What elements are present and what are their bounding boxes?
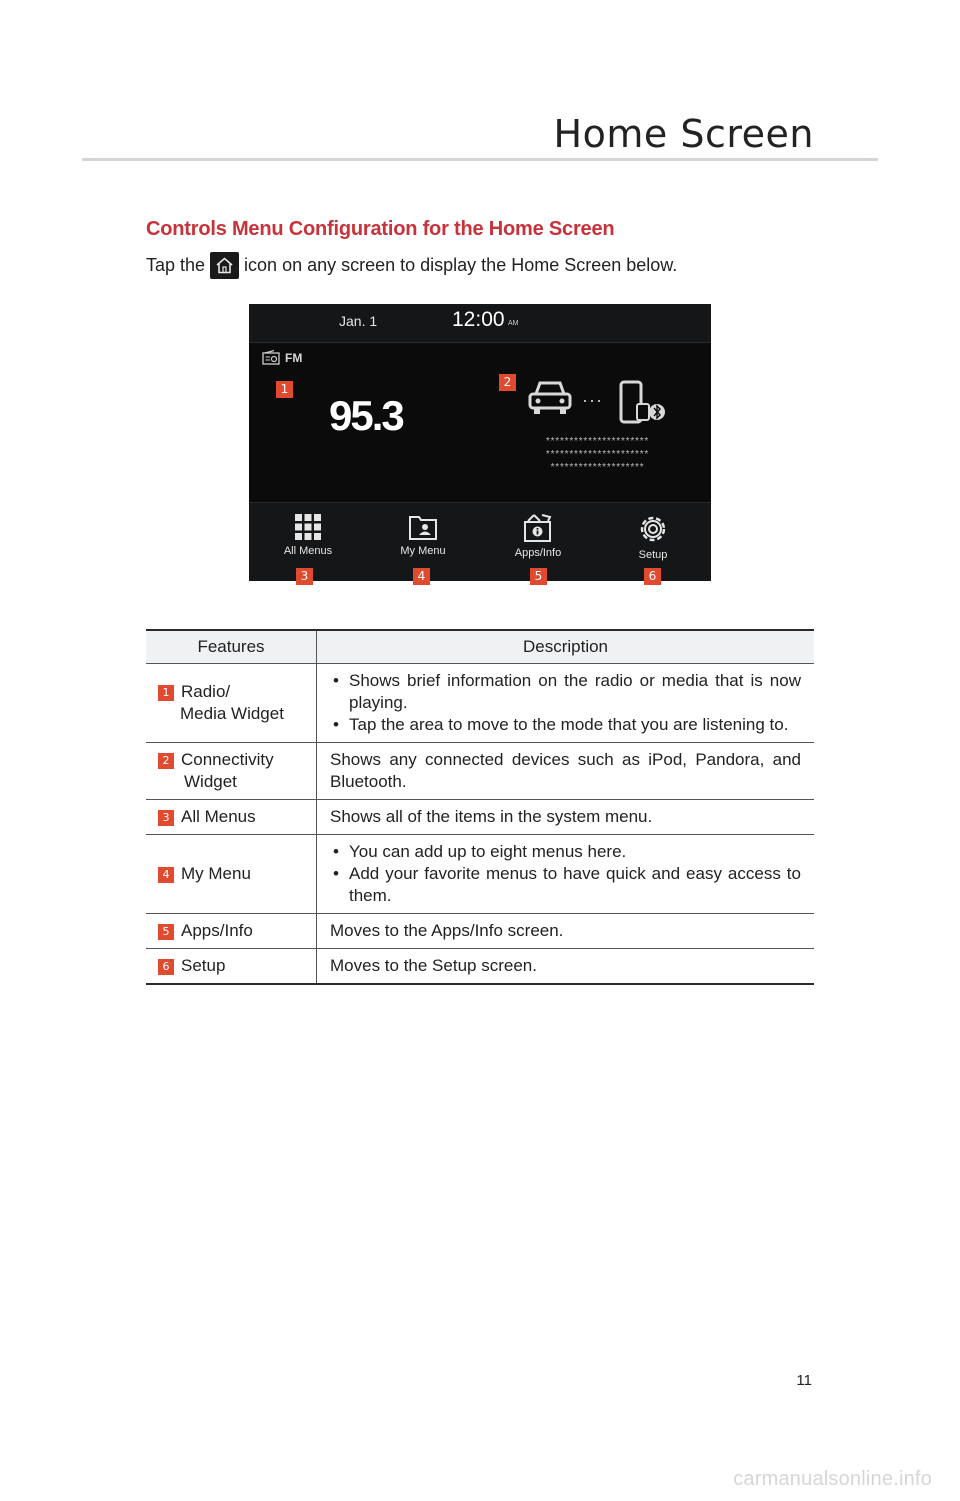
callout-1: 1 xyxy=(276,381,293,398)
callout-4: 4 xyxy=(413,568,430,585)
menu-setup[interactable] xyxy=(603,513,703,561)
feature-name: All Menus xyxy=(181,807,256,826)
folder-person-icon xyxy=(408,513,438,541)
table-row xyxy=(146,914,814,949)
feature-cell xyxy=(146,835,317,914)
description-cell xyxy=(317,664,815,743)
callout-6: 6 xyxy=(644,568,661,585)
menu-my-menu[interactable] xyxy=(373,513,473,557)
page-title: Home Screen xyxy=(553,112,814,156)
description-cell: Shows any connected devices such as iPod, Pandora, and Bluetooth. xyxy=(317,743,815,800)
bullet-list xyxy=(330,670,801,736)
menu-all-menus[interactable] xyxy=(258,513,358,557)
menu-apps-info[interactable] xyxy=(488,513,588,559)
connection-dots: ··· xyxy=(582,390,603,410)
number-badge: 2 xyxy=(158,753,174,769)
table-row xyxy=(146,800,814,835)
radio-icon xyxy=(262,350,280,365)
source-label: FM xyxy=(285,350,303,365)
features-table xyxy=(146,629,814,985)
table-row xyxy=(146,949,814,985)
feature-cell xyxy=(146,743,317,800)
intro-after: icon on any screen to display the Home Screen below. xyxy=(244,255,678,275)
bullet-item: • You can add up to eight menus here. xyxy=(330,841,801,863)
feature-cell xyxy=(146,949,317,985)
callout-2: 2 xyxy=(499,374,516,391)
home-icon xyxy=(210,252,239,279)
gear-icon xyxy=(637,513,669,545)
page-number: 11 xyxy=(796,1372,812,1389)
feature-name: Setup xyxy=(181,956,226,975)
intro-before: Tap the xyxy=(146,255,206,275)
table-row xyxy=(146,835,814,914)
status-date: Jan. 1 xyxy=(339,313,378,329)
feature-name: Radio/ xyxy=(181,682,231,701)
feature-name: Connectivity xyxy=(181,750,274,769)
status-bar xyxy=(249,304,711,343)
feature-name-line2: Widget xyxy=(184,772,237,791)
car-icon xyxy=(527,378,573,416)
menu-label: Setup xyxy=(638,549,668,561)
masked-line: ********************** xyxy=(545,449,650,460)
bullet-item: • Shows brief information on the radio or media that is now playing. xyxy=(330,670,801,714)
radio-source xyxy=(262,350,302,365)
callout-3: 3 xyxy=(296,568,313,585)
grid-icon xyxy=(294,513,322,541)
header-description: Description xyxy=(317,630,815,664)
callout-5: 5 xyxy=(530,568,547,585)
number-badge: 1 xyxy=(158,685,174,701)
description-cell: Moves to the Setup screen. xyxy=(317,949,815,985)
table-row xyxy=(146,743,814,800)
menu-label: My Menu xyxy=(400,545,446,557)
number-badge: 5 xyxy=(158,924,174,940)
radio-frequency: 95.3 xyxy=(329,392,403,439)
description-cell: Moves to the Apps/Info screen. xyxy=(317,914,815,949)
table-row xyxy=(146,664,814,743)
bullet-item: • Add your favorite menus to have quick and easy access to them. xyxy=(330,863,801,907)
menu-label: All Menus xyxy=(283,545,333,557)
bullet-list xyxy=(330,841,801,907)
feature-cell xyxy=(146,664,317,743)
number-badge: 4 xyxy=(158,867,174,883)
home-screen-image xyxy=(249,304,711,581)
menu-label: Apps/Info xyxy=(514,547,562,559)
info-box-icon xyxy=(522,513,554,543)
table-header-row xyxy=(146,630,814,664)
watermark: carmanualsonline.info xyxy=(733,1468,932,1490)
feature-name: Apps/Info xyxy=(181,921,253,940)
head-unit-screen xyxy=(249,304,711,581)
feature-cell xyxy=(146,800,317,835)
description-cell xyxy=(317,835,815,914)
description-cell: Shows all of the items in the system menu. xyxy=(317,800,815,835)
masked-device-info xyxy=(505,435,690,474)
bullet-item: • Tap the area to move to the mode that you are listening to. xyxy=(330,714,801,736)
bottom-menu-bar xyxy=(249,502,711,581)
number-badge: 6 xyxy=(158,959,174,975)
feature-name: My Menu xyxy=(181,864,251,883)
feature-name-line2: Media Widget xyxy=(180,704,284,723)
intro-text xyxy=(146,252,677,279)
masked-line: ******************** xyxy=(550,462,645,473)
feature-cell xyxy=(146,914,317,949)
masked-line: ********************** xyxy=(545,436,650,447)
header-features: Features xyxy=(146,630,317,664)
status-time: 12:00 xyxy=(452,308,505,331)
number-badge: 3 xyxy=(158,810,174,826)
phone-bluetooth-icon xyxy=(619,380,667,428)
status-ampm: AM xyxy=(508,320,519,327)
section-heading: Controls Menu Configuration for the Home Screen xyxy=(146,218,615,240)
title-rule xyxy=(82,158,878,161)
